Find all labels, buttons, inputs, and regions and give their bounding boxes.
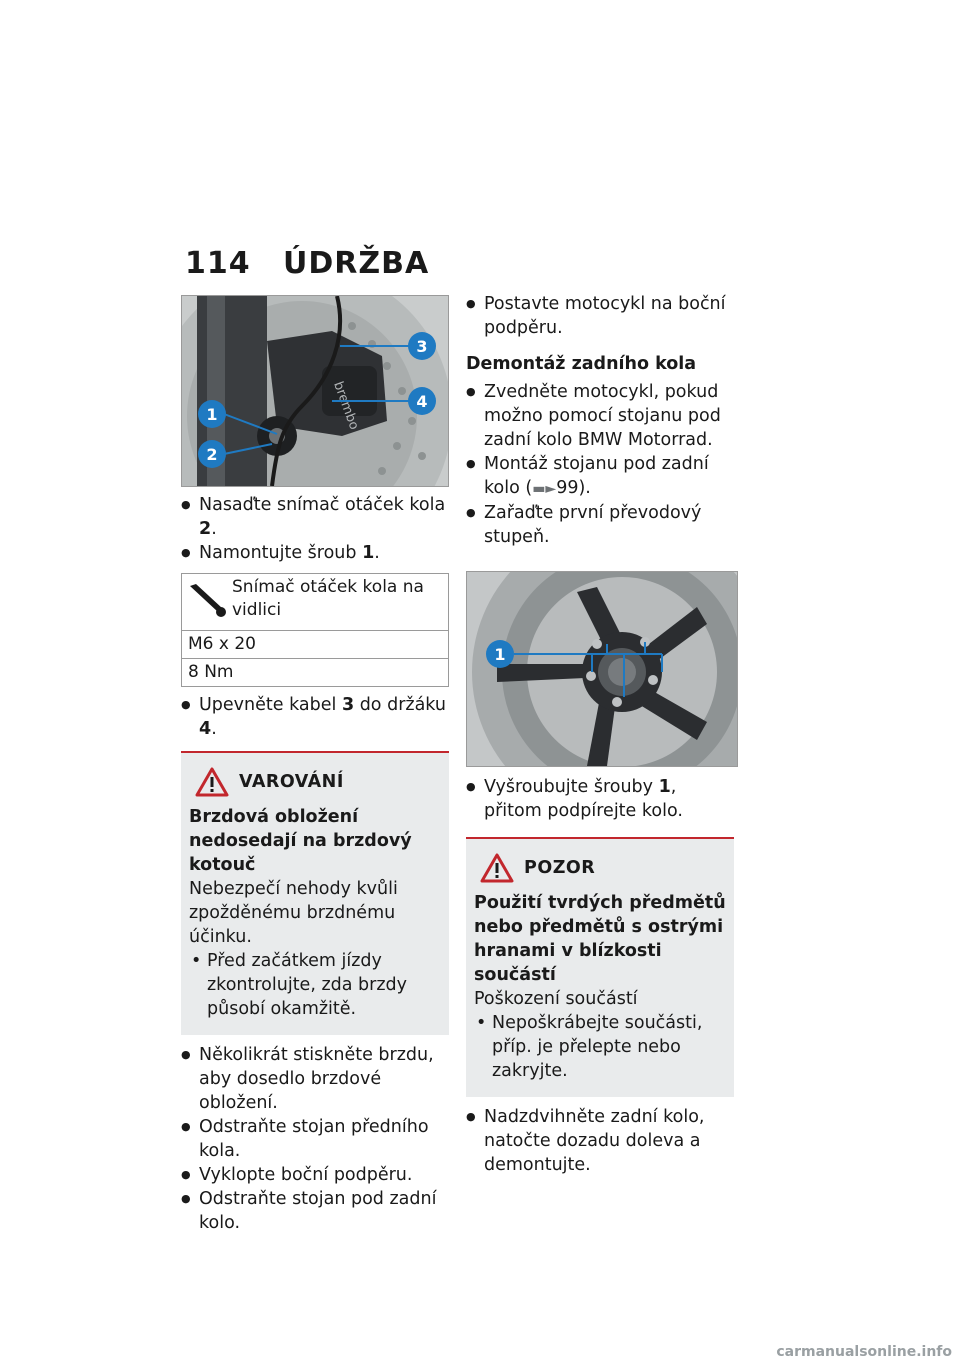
bolt-size: M6 x 20 (182, 631, 449, 659)
caution-box (466, 837, 734, 1097)
right-column (466, 292, 734, 1177)
callout-4: 4 (416, 392, 428, 411)
torque-table (181, 573, 449, 687)
step-remove-front-stand: ● Odstraňte stojan předního kola. (181, 1115, 449, 1163)
step-remove-rear-stand: ● Odstraňte stojan pod zadní kolo. (181, 1187, 449, 1235)
step-fit-bolt: ● Namontujte šroub 1. (181, 541, 449, 565)
page-number: 114 (185, 246, 251, 281)
step-sidestand: ● Postavte motocykl na boční podpěru. (466, 292, 734, 340)
caution-triangle-icon (480, 853, 514, 883)
warning-box (181, 751, 449, 1035)
step-pump-brake: ● Několikrát stiskněte brzdu, aby dosedlo brzdové obložení. (181, 1043, 449, 1115)
warning-triangle-icon (195, 767, 229, 797)
torque-wrench-icon (188, 582, 228, 618)
warning-body: Nebezpečí nehody kvůli zpožděnému brzdnému účinku. (189, 879, 398, 947)
caution-bullet: • Nepoškrábejte součásti, příp. je přelepte nebo zakryjte. (474, 1011, 726, 1083)
step-fix-cable: ● Upevněte kabel 3 do držáku 4. (181, 693, 449, 741)
warning-heading: Brzdová obložení nedosedají na brzdový kotouč (189, 807, 412, 875)
watermark: carmanualsonline.info (776, 1344, 952, 1360)
section-heading: Demontáž zadního kola (466, 354, 697, 374)
page-header (185, 246, 429, 282)
rear-wheel-illustration (467, 572, 737, 766)
step-fit-sensor: ● Nasaďte snímač otáček kola 2. (181, 493, 449, 541)
callout-1: 1 (206, 405, 218, 424)
front-brake-illustration (182, 296, 448, 486)
callout-rear-1: 1 (494, 645, 506, 664)
warning-bullet: • Před začátkem jízdy zkontrolujte, zda brzdy působí okamžitě. (189, 949, 441, 1021)
brand-label: brembo (330, 379, 362, 432)
step-unscrew-bolts: ● Vyšroubujte šrouby 1, přitom podpírejte kolo. (466, 775, 734, 823)
torque-label-cell (182, 574, 449, 631)
page-ref: 99). (556, 478, 591, 498)
page-ref-arrow-icon: ▬► (532, 481, 557, 497)
torque-value: 8 Nm (182, 659, 449, 687)
left-column (181, 295, 449, 1235)
warning-title: VAROVÁNÍ (239, 772, 344, 792)
step-lift-motorcycle: ● Zvedněte motocykl, pokud možno pomocí stojanu pod zadní kolo BMW Motorrad. (466, 380, 734, 452)
step-first-gear: ● Zařaďte první převodový stupeň. (466, 501, 734, 549)
caution-body: Poškození součástí (474, 989, 638, 1009)
step-remove-wheel: ● Nadzdvihněte zadní kolo, natočte dozadu doleva a demontujte. (466, 1105, 734, 1177)
caution-title: POZOR (524, 858, 596, 878)
callout-3: 3 (416, 337, 428, 356)
front-wheel-sensor-photo (181, 295, 449, 487)
rear-wheel-photo (466, 571, 738, 767)
chapter-title: ÚDRŽBA (283, 246, 430, 281)
step-fold-sidestand: ● Vyklopte boční podpěru. (181, 1163, 449, 1187)
step-mount-stand: ● Montáž stojanu pod zadní kolo (▬►99). (466, 452, 734, 501)
callout-2: 2 (206, 445, 218, 464)
torque-label: Snímač otáček kola na vidlici (232, 577, 424, 620)
caution-heading: Použití tvrdých předmětů nebo předmětů s ostrými hranami v blízkosti součástí (474, 893, 726, 985)
